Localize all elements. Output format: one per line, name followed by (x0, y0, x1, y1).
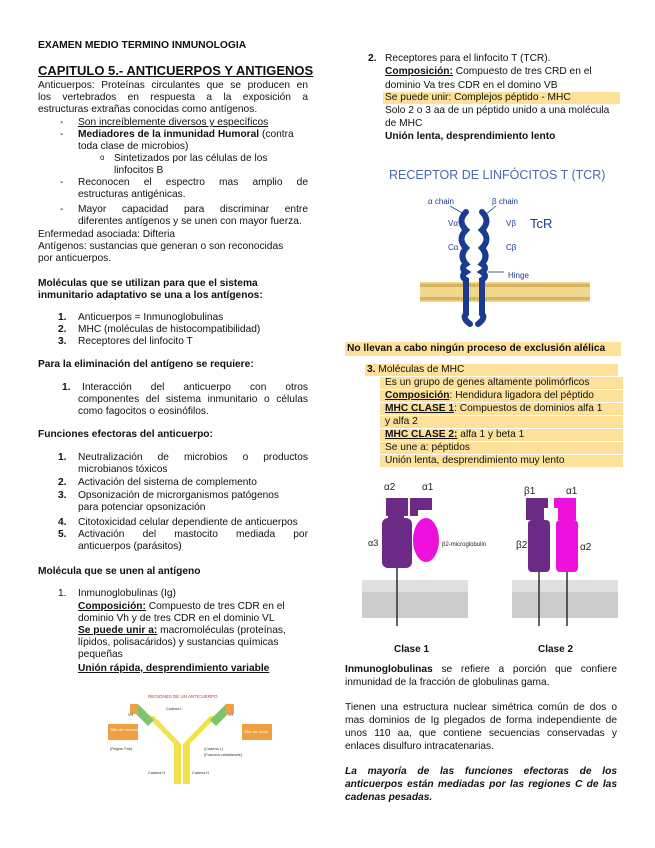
class1-a2-label: α2 (384, 482, 396, 493)
molecules-heading-2: inmunitario adaptativo se una a los antígenos: (38, 290, 263, 301)
cadena-l-label: Cadena L (166, 707, 183, 711)
list-number: 1. (58, 312, 67, 323)
class1-a3-label: α3 (368, 538, 379, 548)
mhc-bind: Se une a: péptidos (380, 442, 623, 454)
prop-capacity-1: Mayor capacidad para discriminar entre (78, 204, 308, 215)
structure-line-3: unos 110 aa, que contiene secuencias conservadas y (345, 728, 617, 739)
ig-composition-1: Composición: Compuesto de tres CDR en el (78, 601, 285, 612)
list-number: 2. (58, 477, 67, 488)
ig-speed: Unión rápida, desprendimiento variable (78, 663, 270, 674)
class2-a1-label: α1 (566, 486, 578, 497)
mhc-composition: Composición: Hendidura ligadora del péptido (380, 390, 623, 402)
elimination-heading: Para la eliminación del antígeno se requiere: (38, 359, 254, 370)
class2-b2-label: β2 (516, 540, 528, 551)
elimination-line-1: Interacción del anticuerpo con otros (82, 382, 308, 393)
list-number: 3. (58, 336, 67, 347)
dash-bullet: - (60, 177, 64, 188)
dash-bullet: - (60, 129, 64, 140)
mhc-diagram (360, 476, 620, 654)
tcr-only-1: Solo 2 o 3 aa de un péptido unido a una molécula (385, 105, 610, 116)
chapter-title: CAPITULO 5.- ANTICUERPOS Y ANTIGENOS (38, 63, 314, 78)
ig-composition-2: dominio Vh y de tres CDR en el dominio VL (78, 613, 275, 624)
cadena-h-left-label: Cadena H (148, 771, 166, 775)
molecule-item-2: MHC (moléculas de histocompatibilidad) (78, 324, 261, 335)
mhc-title: 3. Moléculas de MHC (365, 364, 618, 376)
list-number: 2. (58, 324, 67, 335)
class1-a1-label: α1 (422, 482, 434, 493)
effector-2: Activación del sistema de complemento (78, 477, 257, 488)
prop-spectrum-2: estructuras antigénicas. (78, 189, 186, 200)
hinge-label: Hinge (508, 271, 529, 280)
fab-label: (Región Fab) (110, 747, 133, 751)
class2-alpha2-domain (556, 520, 578, 572)
vh-right-label: VH (228, 713, 234, 717)
list-number: 2. (368, 53, 377, 64)
tcr-title: Receptores para el linfocito T (TCR). (385, 53, 551, 64)
class2-a2-label: α2 (580, 542, 592, 553)
structure-line-1: Tienen una estructura nuclear simétrica común de dos o (345, 702, 617, 713)
tcr-diagram (420, 192, 590, 330)
prop-humoral-line2: toda clase de microbios) (78, 141, 189, 152)
v-beta-label: Vβ (506, 219, 516, 228)
circle-bullet-icon: o (100, 153, 105, 162)
vh-left-label: VH (128, 713, 134, 717)
molecule-item-1: Anticuerpos = Inmunoglobulinas (78, 312, 224, 323)
list-number: 1. (58, 452, 67, 463)
class2-beta2-domain (528, 520, 550, 572)
list-number: 4. (58, 517, 67, 528)
tcr-only-2: de MHC (385, 118, 423, 129)
beta-chain-label: β chain (492, 197, 518, 206)
beta2-microglobulin (413, 518, 439, 562)
prop-spectrum-1: Reconocen el espectro mas amplio de (78, 177, 308, 188)
c-beta-label: Cβ (506, 243, 517, 252)
elimination-line-3: como fagocitos o eosinófilos. (78, 406, 209, 417)
structure-line-4: enlaces disulfuro intracatenarias. (345, 741, 494, 752)
antibody-diagram (108, 692, 280, 784)
heavy-chain-stem-right (183, 744, 190, 784)
list-number: 1. (58, 588, 67, 599)
ig-paragraph-line-2: inmunidad de la fracción de globulinas gama. (345, 677, 550, 688)
exam-title: EXAMEN MEDIO TERMINO INMUNOLOGIA (38, 40, 247, 51)
molecules-heading-1: Moléculas que se utilizan para que el sistema (38, 278, 258, 289)
ig-union-3: pequeñas (78, 649, 123, 660)
intro-line-3: estructuras extrañas conocidas como antígenos. (38, 104, 258, 115)
mhc-desc: Es un grupo de genes altamente polimórficos (380, 377, 623, 389)
effector-4: Citotoxicidad celular dependiente de anticuerpos (78, 517, 298, 528)
final-line-3: cadenas pesadas. (345, 792, 433, 803)
ig-union-1: Se puede unir a: macromoléculas (proteínas, (78, 625, 286, 636)
ig-title: Inmunoglobulinas (Ig) (78, 588, 176, 599)
elimination-line-2: componentes del sistema inmunitario o células (78, 394, 308, 405)
list-number: 1. (62, 382, 71, 393)
disease-line: Enfermedad asociada: Difteria (38, 229, 176, 240)
prop-capacity-2: diferentes antígenos y se unen con mayor fuerza. (78, 216, 302, 227)
fc-label: (Fracción cristalizable) (204, 753, 242, 757)
exclusion-note: No llevan a cabo ningún proceso de exclusión alélica (345, 342, 621, 356)
beta-pointer (486, 206, 496, 214)
alpha-chain-label: α chain (428, 197, 454, 206)
ig-paragraph-line-1: Inmunoglobulinas se refiere a porción que confiere (345, 664, 617, 675)
effector-heading: Funciones efectoras del anticuerpo: (38, 429, 213, 440)
molecule-item-3: Receptores del linfocito T (78, 336, 193, 347)
class2-beta1-domain (526, 498, 548, 520)
prop-humoral: Mediadores de la inmunidad Humoral (contra (78, 129, 294, 140)
recognition-box-label: Sitio de reconocimiento (110, 727, 152, 732)
prop-diverse: Son increíblemente diversos y específicos (78, 117, 269, 128)
final-line-1: La mayoría de las funciones efectoras de los (345, 766, 617, 777)
tcr-can-bind: Se puede unir: Complejos péptido - MHC (383, 92, 620, 104)
cadena-l2-label: (Cadena L) (204, 747, 223, 751)
binding-box-label: Sitio de unión (244, 729, 269, 734)
mhc-class1-line1: MHC CLASE 1: Compuestos de dominios alfa 1 (380, 403, 623, 415)
effector-1-line-2: microbianos tóxicos (78, 464, 168, 475)
c-alpha-label: Cα (448, 243, 459, 252)
ig-union-2: lípidos, polisacáridos) y sustancias químicas (78, 637, 279, 648)
mhc-speed: Unión lenta, desprendimiento muy lento (380, 455, 623, 467)
tcr-composition-1: Composición: Compuesto de tres CRD en el (385, 66, 592, 77)
class2-b1-label: β1 (524, 486, 536, 497)
class1-alpha1-domain (410, 498, 432, 516)
class1-alpha3-domain (382, 518, 412, 568)
mhc-class2: MHC CLASE 2: alfa 1 y beta 1 (380, 429, 623, 441)
antibody-caption: REGIONES DE UN ANTICUERPO (148, 694, 218, 699)
final-line-2: anticuerpos están mediadas por las regiones C de las (345, 779, 617, 790)
effector-3-line-1: Opsonización de microrganismos patógenos (78, 490, 280, 501)
sub-item-line-2: linfocitos B (114, 165, 164, 176)
intro-line-2: los vertebrados en respuesta a la exposición a (38, 92, 308, 103)
effector-5-line-1: Activación del mastocito mediada por (78, 529, 308, 540)
cadena-h-right-label: Cadena H (192, 771, 210, 775)
list-number: 5. (58, 529, 67, 540)
tcr-composition-2: dominio Va tres CDR en el domino VB (385, 80, 558, 91)
intro-line-1: Anticuerpos: Proteínas circulantes que se producen en (38, 80, 308, 91)
antigens-line-1: Antígenos: sustancias que generan o son reconocidas (38, 241, 284, 252)
effector-5-line-2: anticuerpos (parásitos) (78, 541, 182, 552)
effector-3-line-2: para potenciar opsonización (78, 502, 206, 513)
list-number: 3. (58, 490, 67, 501)
antigens-line-2: por anticuerpos. (38, 253, 112, 264)
sub-item-line-1: Sintetizados por las células de los (114, 153, 268, 164)
class2-alpha1-domain (554, 498, 576, 520)
clase1-caption: Clase 1 (394, 644, 430, 654)
v-alpha-label: Vα (448, 219, 458, 228)
structure-line-2: mas dominios de Ig plegados de forma independiente de (345, 715, 617, 726)
dash-bullet: - (60, 204, 64, 215)
effector-1-line-1: Neutralización de microbios o productos (78, 452, 308, 463)
tcr-speed: Unión lenta, desprendimiento lento (385, 131, 556, 142)
clase2-caption: Clase 2 (538, 644, 574, 654)
tcr-label: TcR (530, 216, 553, 231)
tcr-figure-title: RECEPTOR DE LINFÓCITOS T (TCR) (389, 168, 606, 182)
mhc-class1-line2: y alfa 2 (380, 416, 623, 428)
heavy-chain-stem-left (174, 744, 181, 784)
dash-bullet: - (60, 117, 64, 128)
class1-b2m-label: β2-microglobulin (442, 542, 487, 548)
binding-heading: Molécula que se unen al antígeno (38, 566, 201, 577)
